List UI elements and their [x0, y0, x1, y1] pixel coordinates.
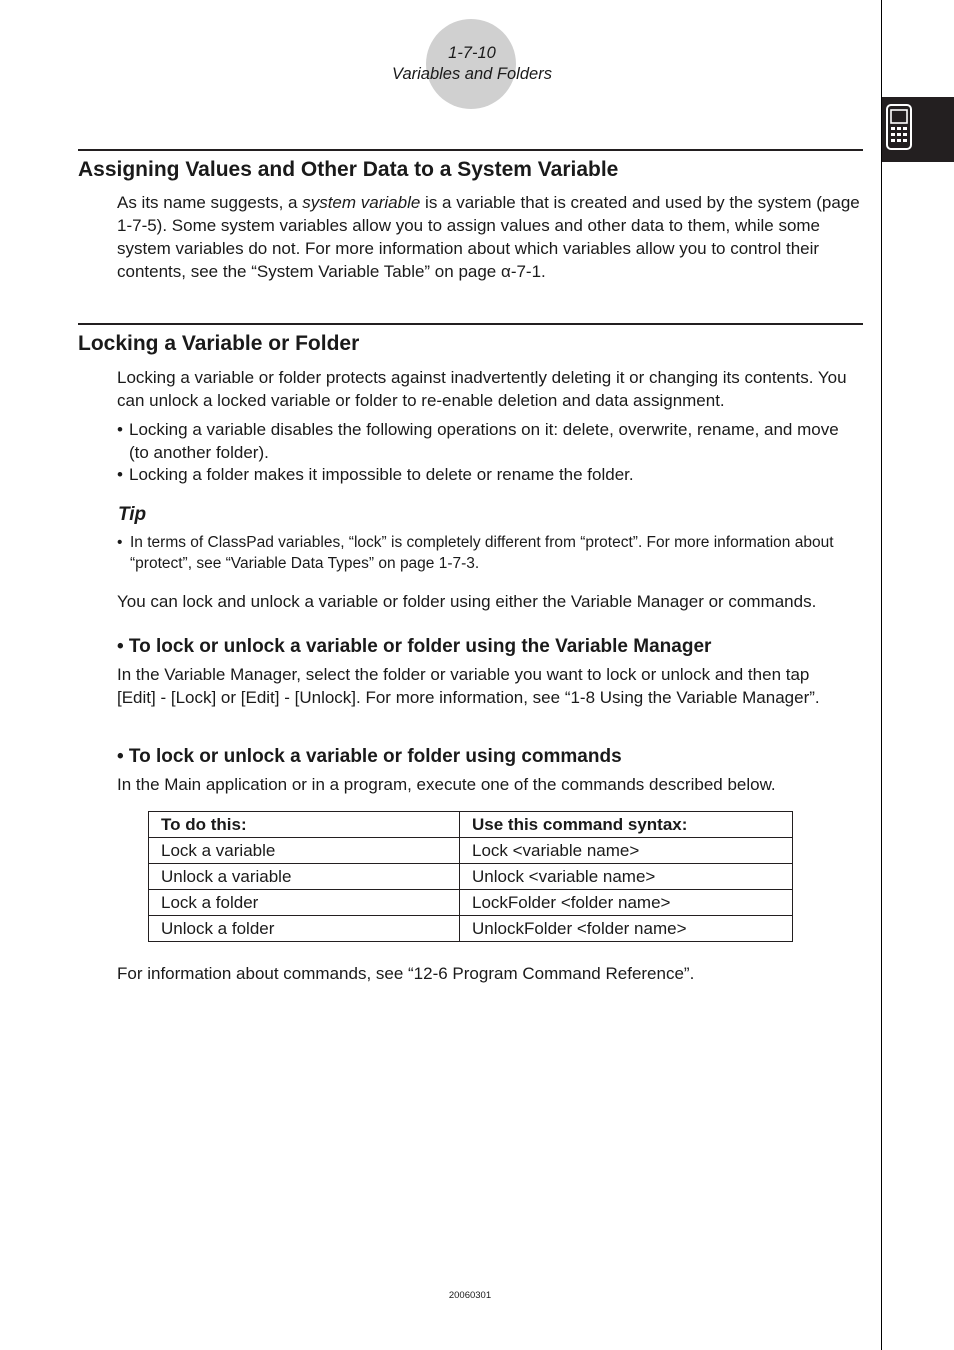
list-item: • Locking a variable disables the following operations on it: delete, overwrite, rename, and move (to another folder).	[117, 420, 839, 462]
calculator-icon	[886, 104, 912, 150]
page-number: 1-7-10	[448, 44, 496, 62]
commands-paragraph: In the Main application or in a program, execute one of the commands described below.	[117, 775, 776, 794]
table-cell: Lock a variable	[149, 838, 460, 864]
section-title: Variables and Folders	[392, 65, 552, 83]
footer-code: 20060301	[448, 1290, 492, 1301]
table-row	[149, 890, 793, 916]
list-item: • Locking a folder makes it impossible to delete or rename the folder.	[117, 465, 634, 484]
table-cell: Lock a folder	[149, 890, 460, 916]
table-row	[149, 916, 793, 942]
table-cell: Unlock <variable name>	[460, 864, 793, 890]
command-table	[148, 811, 793, 942]
variable-manager-paragraph: In the Variable Manager, select the folder or variable you want to lock or unlock and then tap [Edit] - [Lock] or [Edit] - [Unlock]. For more information, see “1-8 Using the Variable Manager”.	[117, 665, 820, 707]
list-item: • In terms of ClassPad variables, “lock” is completely different from “protect”. For more information about “protect”, see “Variable Data Types” on page 1-7-3.	[117, 534, 834, 572]
methods-paragraph: You can lock and unlock a variable or folder using either the Variable Manager or commands.	[117, 592, 817, 611]
tip-list	[117, 532, 862, 574]
table-row	[149, 864, 793, 890]
tip-title: Tip	[118, 504, 147, 525]
section-rule	[78, 323, 863, 325]
locking-bullet-list	[117, 419, 857, 487]
table-cell: Lock <variable name>	[460, 838, 793, 864]
table-cell: LockFolder <folder name>	[460, 890, 793, 916]
locking-intro: Locking a variable or folder protects against inadvertently deleting it or changing its contents. You can unlock a locked variable or folder to re-enable deletion and data assignment.	[117, 368, 847, 410]
table-cell: Unlock a variable	[149, 864, 460, 890]
page-edge-line	[881, 0, 882, 1350]
section-rule	[78, 149, 863, 151]
system-variable-paragraph: As its name suggests, a system variable is a variable that is created and used by the system (page 1-7-5). Some system variables allow you to assign values and other data to them, while some system variables do not. For more information about which variables allow you to control their contents, see the “System Variable Table” on page α-7-1.	[117, 193, 860, 281]
table-row	[149, 838, 793, 864]
table-header-cell: Use this command syntax:	[460, 812, 793, 838]
subheading-variable-manager: • To lock or unlock a variable or folder using the Variable Manager	[117, 636, 712, 657]
table-cell: Unlock a folder	[149, 916, 460, 942]
subheading-commands: • To lock or unlock a variable or folder using commands	[117, 746, 622, 767]
table-header-row	[149, 812, 793, 838]
table-cell: UnlockFolder <folder name>	[460, 916, 793, 942]
section-heading-system-variable: Assigning Values and Other Data to a System Variable	[78, 158, 619, 181]
page-header	[370, 43, 574, 85]
section-heading-locking: Locking a Variable or Folder	[78, 332, 360, 355]
table-header-cell: To do this:	[149, 812, 460, 838]
closing-paragraph: For information about commands, see “12-6 Program Command Reference”.	[117, 964, 695, 983]
